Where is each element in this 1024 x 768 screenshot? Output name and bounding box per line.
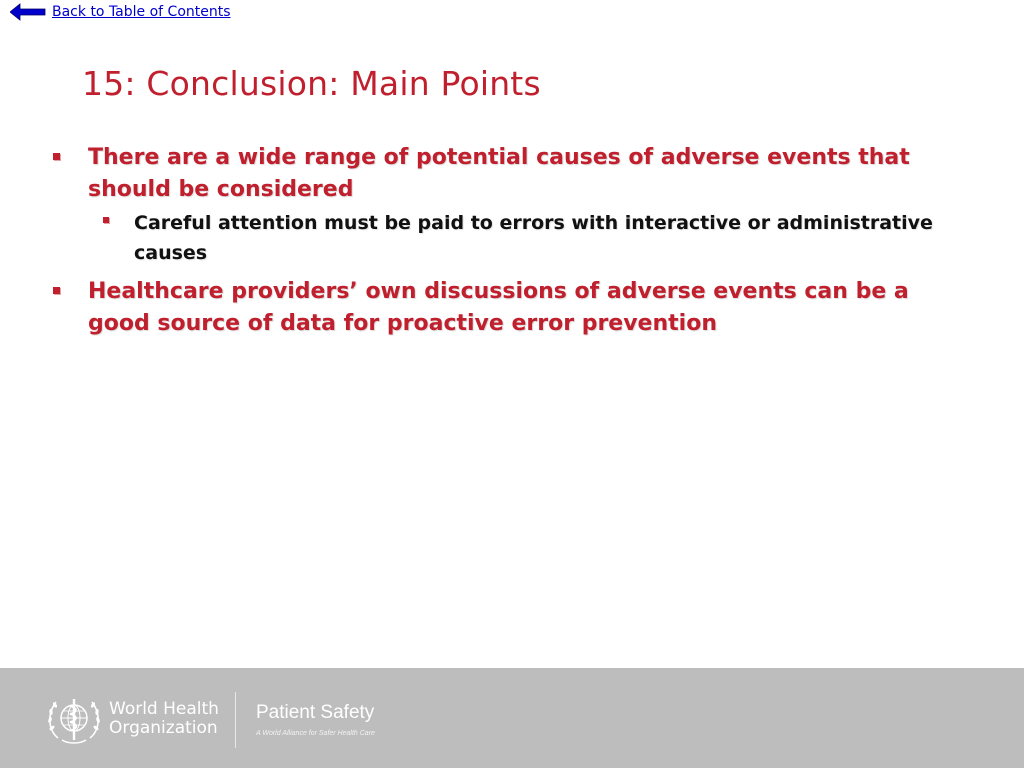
bullet-list [50, 142, 970, 346]
sub-bullet-item [88, 208, 970, 268]
left-arrow-icon [10, 3, 46, 21]
slide-title: 15: Conclusion: Main Points [82, 64, 541, 103]
bullet-item [50, 276, 970, 340]
footer-bar [0, 668, 1024, 768]
bullet-text: There are a wide range of potential causes of adverse events that should be considered [88, 145, 910, 202]
bullet-text: Healthcare providers’ own discussions of adverse events can be a good source of data for proactive error prevention [88, 279, 909, 336]
back-to-toc-label[interactable]: Back to Table of Contents [52, 4, 231, 20]
bullet-item [50, 142, 970, 268]
sub-bullet-marker [103, 217, 109, 223]
who-emblem-icon [44, 694, 104, 746]
bullet-marker [53, 153, 60, 160]
patient-safety-subtitle: A World Alliance for Safer Health Care [256, 730, 375, 737]
bullet-marker [53, 287, 60, 294]
back-to-toc-link[interactable] [10, 3, 231, 21]
sub-bullet-text: Careful attention must be paid to errors with interactive or administrative causes [134, 212, 933, 264]
who-wordmark [109, 700, 219, 738]
who-name-line2: Organization [109, 718, 218, 738]
sub-bullet-list [88, 208, 970, 268]
who-name-line1: World Health [109, 699, 219, 719]
footer-divider [235, 692, 236, 748]
patient-safety-title: Patient Safety [256, 702, 375, 723]
